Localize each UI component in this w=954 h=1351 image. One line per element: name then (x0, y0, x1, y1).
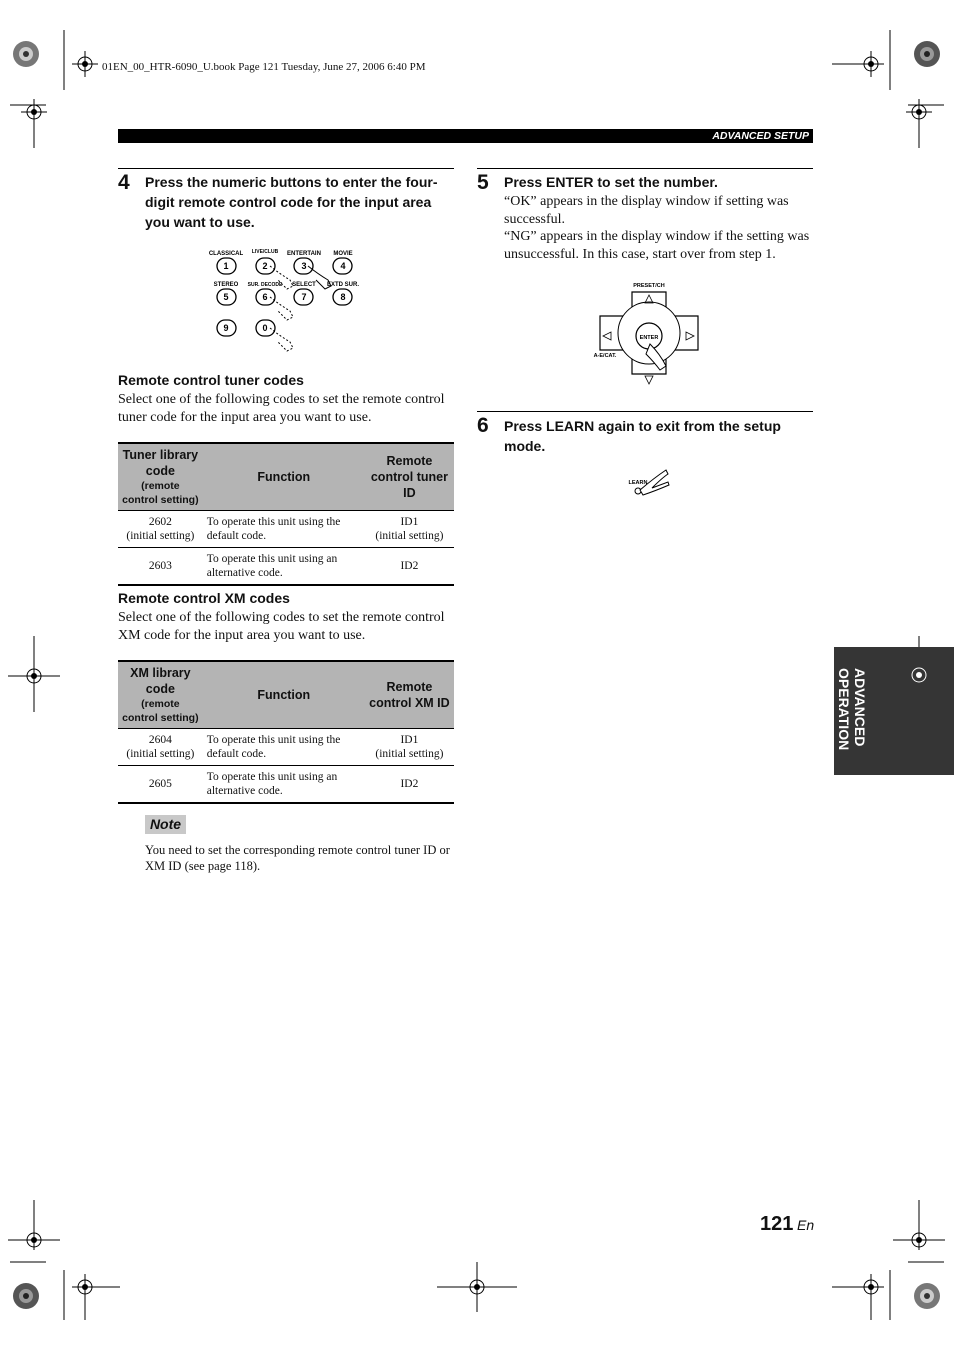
step-4-number: 4 (118, 171, 130, 194)
page-language: En (797, 1217, 815, 1233)
side-tab-line1: ADVANCED (852, 668, 868, 747)
dpad-label-preset: PRESET/CH (633, 283, 665, 289)
key-5: 5 (223, 292, 229, 302)
col-header-function: Function (257, 688, 311, 702)
step-6-number: 6 (477, 414, 489, 437)
key-8: 8 (340, 292, 346, 302)
xm-codes-heading: Remote control XM codes (118, 590, 290, 606)
note-text: You need to set the corresponding remote control tuner ID or XM ID (see page 118). (145, 843, 450, 873)
key-6: 6 (262, 292, 268, 302)
table-header-row (118, 443, 454, 511)
side-tab-reg-mark (905, 660, 935, 690)
keypad-label-movie: MOVIE (333, 251, 353, 257)
step-5-number: 5 (477, 171, 489, 194)
table-row: 2603 To operate this unit using an alternative code. ID2 (118, 548, 454, 586)
tuner-codes-intro: Select one of the following codes to set the remote control tuner code for the input area you want to use. (118, 392, 445, 425)
key-1: 1 (223, 261, 229, 271)
col-header-function: Function (257, 470, 311, 484)
col-header-id: Remote control tuner ID (370, 454, 448, 500)
keypad-label-extdsur: EXTD SUR. (326, 282, 360, 288)
note-label: Note (145, 815, 186, 834)
xm-codes-intro: Select one of the following codes to set the remote control XM code for the input area you want to use. (118, 610, 445, 643)
step-4-text: Press the numeric buttons to enter the four-digit remote control code for the input area you want to use. (145, 174, 438, 230)
keypad-label-entertain: ENTERTAIN (287, 251, 321, 257)
side-tab-line2: OPERATION (836, 668, 852, 751)
learn-button-label: LEARN (628, 480, 648, 486)
step-5-body-ok: “OK” appears in the display window if setting was successful. (504, 194, 789, 227)
table-header-row (118, 661, 454, 729)
enter-button-label: ENTER (639, 335, 659, 341)
key-0: 0 (262, 323, 268, 333)
step-5-text: Press ENTER to set the number. (504, 174, 718, 190)
keypad-label-surdecode: SUR. DECODE (247, 282, 283, 288)
keypad-label-stereo: STEREO (213, 282, 239, 288)
step-6-rule (477, 411, 813, 412)
col-header-id: Remote control XM ID (369, 680, 450, 710)
section-header-bar (118, 129, 813, 143)
table-row: 2604 (initial setting) To operate this unit using the default code. ID1 (initial setting) (118, 729, 454, 766)
col-header-code: XM library code (130, 666, 191, 696)
key-2: 2 (262, 261, 268, 271)
keypad-label-liveclub: LIVE/CLUB (251, 249, 279, 255)
pressing-finger-icon (270, 266, 331, 351)
col-header-code-sub: (remote control setting) (122, 698, 199, 724)
col-header-code-sub: (remote control setting) (122, 480, 199, 506)
col-header-code: Tuner library code (122, 448, 199, 478)
keypad-label-select: SELECT (292, 282, 316, 288)
step-5-body-ng: “NG” appears in the display window if the setting was unsuccessful. In this case, start over from step 1. (504, 229, 810, 262)
numeric-keypad-illustration (200, 244, 370, 359)
step-6-text: Press LEARN again to exit from the setup mode. (504, 418, 781, 454)
xm-codes-table (118, 660, 454, 804)
side-tab-label (836, 668, 868, 752)
key-9: 9 (223, 323, 229, 333)
step-5-rule (477, 168, 813, 169)
step-4-rule (118, 168, 454, 169)
enter-dpad-illustration (588, 278, 708, 393)
tuner-codes-table (118, 442, 454, 586)
learn-button-illustration (624, 466, 676, 500)
book-info-line: 01EN_00_HTR-6090_U.book Page 121 Tuesday, June 27, 2006 6:40 PM (102, 61, 426, 73)
table-row: 2602 (initial setting) To operate this unit using the default code. ID1 (initial setting) (118, 511, 454, 548)
section-title: ADVANCED SETUP (712, 130, 809, 142)
page-number: 121 (760, 1213, 794, 1235)
dpad-label-aecat: A-E/CAT. (593, 353, 617, 359)
key-7: 7 (301, 292, 307, 302)
keypad-label-classical: CLASSICAL (208, 251, 244, 257)
key-4: 4 (340, 261, 346, 271)
table-row: 2605 To operate this unit using an alternative code. ID2 (118, 766, 454, 804)
key-3: 3 (301, 261, 307, 271)
tuner-codes-heading: Remote control tuner codes (118, 372, 304, 388)
